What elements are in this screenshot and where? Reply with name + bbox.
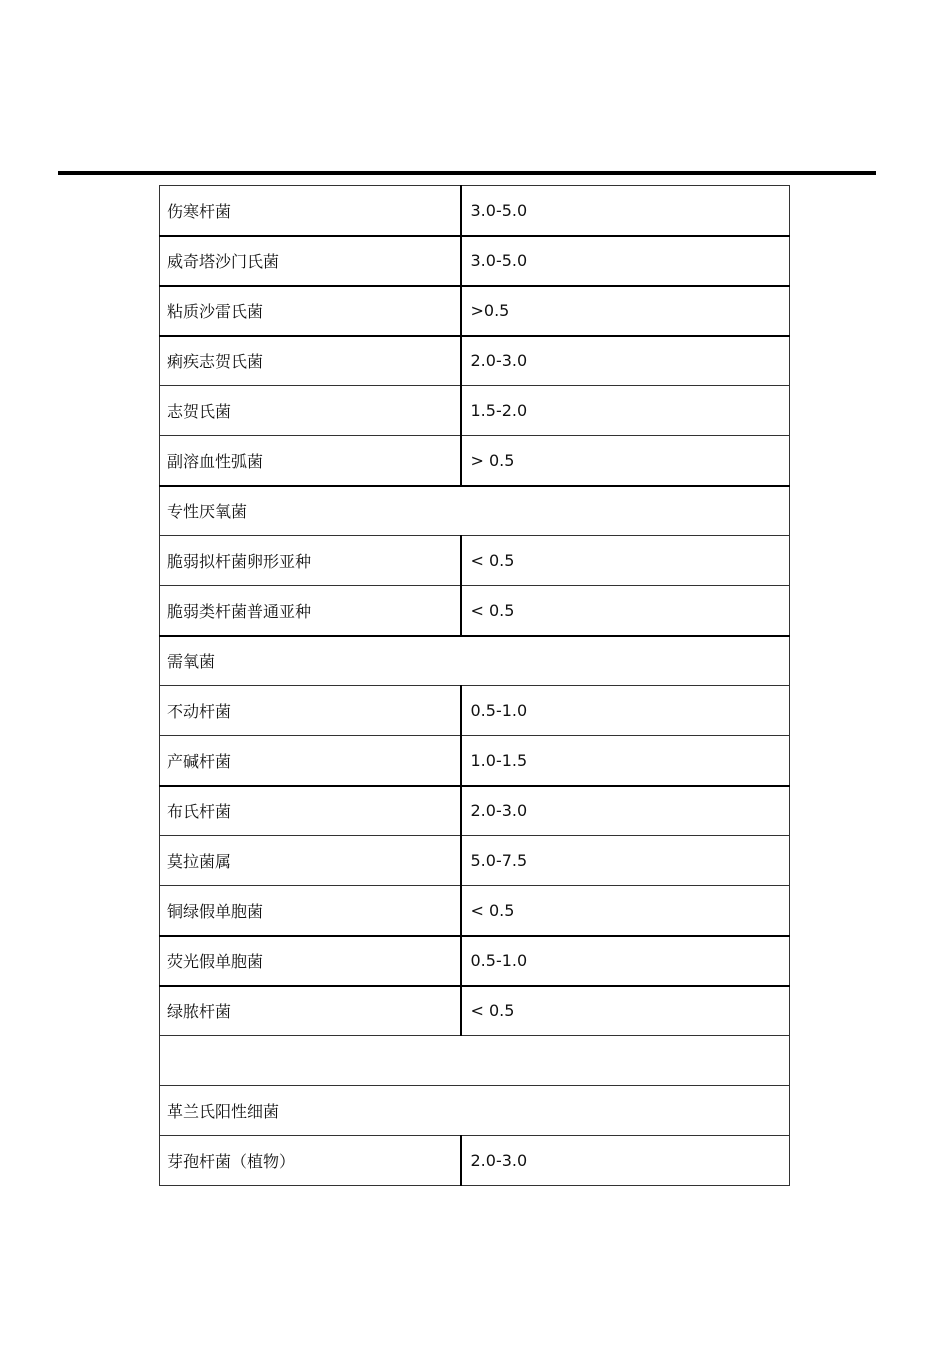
section-header-cell: 革兰氏阳性细菌 — [160, 1086, 790, 1136]
table-row — [160, 936, 790, 986]
row-name-cell: 布氏杆菌 — [160, 786, 461, 836]
row-name-cell: 脆弱拟杆菌卵形亚种 — [160, 536, 461, 586]
table-row — [160, 586, 790, 636]
row-name-cell: 荧光假单胞菌 — [160, 936, 461, 986]
row-value-cell: 0.5-1.0 — [461, 686, 790, 736]
row-name-cell: 伤寒杆菌 — [160, 186, 461, 236]
table-row — [160, 536, 790, 586]
empty-cell — [160, 1036, 790, 1086]
bacteria-table — [159, 185, 790, 1186]
section-header-row — [160, 486, 790, 536]
row-value-cell: >0.5 — [461, 286, 790, 336]
row-name-cell: 痢疾志贺氏菌 — [160, 336, 461, 386]
table-row — [160, 386, 790, 436]
row-value-cell: 1.5-2.0 — [461, 386, 790, 436]
row-name-cell: 芽孢杆菌（植物） — [160, 1136, 461, 1186]
table-row — [160, 886, 790, 936]
row-value-cell: 3.0-5.0 — [461, 236, 790, 286]
row-value-cell: < 0.5 — [461, 886, 790, 936]
table-row — [160, 686, 790, 736]
row-name-cell: 产碱杆菌 — [160, 736, 461, 786]
table-row — [160, 236, 790, 286]
row-value-cell: < 0.5 — [461, 986, 790, 1036]
table-row — [160, 436, 790, 486]
empty-row — [160, 1036, 790, 1086]
row-value-cell: 5.0-7.5 — [461, 836, 790, 886]
table-row — [160, 986, 790, 1036]
section-header-cell: 专性厌氧菌 — [160, 486, 790, 536]
bacteria-table-body — [160, 186, 790, 1186]
table-row — [160, 336, 790, 386]
row-value-cell: 3.0-5.0 — [461, 186, 790, 236]
row-value-cell: 2.0-3.0 — [461, 1136, 790, 1186]
row-name-cell: 铜绿假单胞菌 — [160, 886, 461, 936]
row-name-cell: 副溶血性弧菌 — [160, 436, 461, 486]
table-row — [160, 286, 790, 336]
row-name-cell: 威奇塔沙门氏菌 — [160, 236, 461, 286]
section-header-row — [160, 1086, 790, 1136]
table-row — [160, 1136, 790, 1186]
section-header-cell: 需氧菌 — [160, 636, 790, 686]
row-value-cell: 1.0-1.5 — [461, 736, 790, 786]
table-row — [160, 836, 790, 886]
row-name-cell: 莫拉菌属 — [160, 836, 461, 886]
row-value-cell: 2.0-3.0 — [461, 336, 790, 386]
table-row — [160, 186, 790, 236]
row-value-cell: < 0.5 — [461, 586, 790, 636]
row-value-cell: < 0.5 — [461, 536, 790, 586]
row-value-cell: 2.0-3.0 — [461, 786, 790, 836]
row-value-cell: > 0.5 — [461, 436, 790, 486]
section-header-row — [160, 636, 790, 686]
row-name-cell: 志贺氏菌 — [160, 386, 461, 436]
row-value-cell: 0.5-1.0 — [461, 936, 790, 986]
row-name-cell: 不动杆菌 — [160, 686, 461, 736]
table-row — [160, 786, 790, 836]
table-row — [160, 736, 790, 786]
row-name-cell: 绿脓杆菌 — [160, 986, 461, 1036]
row-name-cell: 粘质沙雷氏菌 — [160, 286, 461, 336]
top-horizontal-rule — [58, 171, 876, 175]
row-name-cell: 脆弱类杆菌普通亚种 — [160, 586, 461, 636]
